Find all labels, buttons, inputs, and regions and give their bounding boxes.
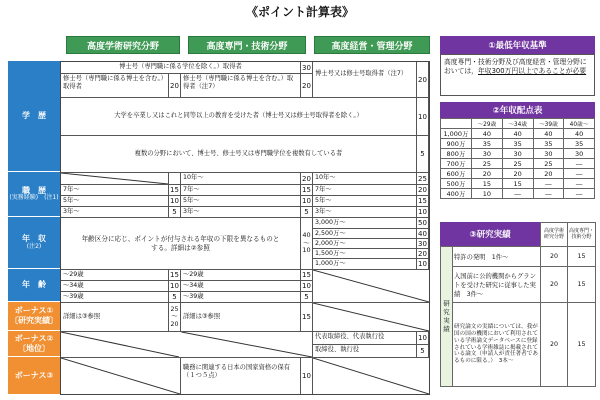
age-b-row: ～34歳 — [181, 281, 301, 292]
research-item: 特許の発明 1件～ — [453, 247, 541, 267]
age-a-row: ～29歳 — [61, 270, 169, 281]
bonus-a-text — [61, 303, 169, 332]
research-head-row — [441, 223, 596, 247]
work-c-points: 10 — [417, 207, 429, 218]
bonus-a-pts-mid: ～ — [171, 313, 178, 321]
income-pt: 15 — [472, 179, 503, 189]
research-table — [440, 222, 595, 387]
income-table-age: 40歳～ — [564, 119, 595, 129]
edu-hakushi: 博士号（専門職に係る学位を除く。）取得者 — [61, 62, 301, 74]
income-c-points: 40 — [417, 229, 429, 239]
income-c-row: 3,000万～ — [313, 218, 417, 229]
income-pt: 25 — [533, 159, 564, 169]
work-b-row: 10年～ — [181, 173, 301, 185]
bonus-shikaku-points: 10 — [301, 358, 313, 394]
edu-shushi-c-points: 20 — [417, 62, 429, 98]
income-c-points: 10 — [417, 259, 429, 270]
side-income-note: (注2) — [26, 242, 42, 250]
table-row — [441, 129, 595, 139]
side-bonus2-sub: 〔地位〕 — [18, 343, 50, 353]
side-work — [8, 172, 60, 217]
income-c-points: 30 — [417, 239, 429, 249]
side-bonus1-label: ボーナス① — [14, 306, 54, 316]
income-amount: 900万 — [441, 139, 472, 149]
work-a-points: 10 — [169, 196, 181, 207]
research-header: ③研究実績 — [440, 222, 540, 246]
work-a-na — [61, 173, 169, 185]
income-pt: 10 — [472, 189, 503, 199]
age-a-points: 5 — [169, 292, 181, 303]
income-table-age: ～39歳 — [533, 119, 564, 129]
edu-fukusu — [61, 136, 417, 173]
points-table — [60, 61, 430, 395]
income-pts-mid: ～ — [303, 238, 310, 247]
table-row — [441, 169, 595, 179]
income-pt: ― — [564, 179, 595, 189]
age-b-points: 15 — [301, 270, 313, 281]
side-bonus1-sub: 〔研究実績〕 — [10, 316, 58, 325]
research-pt: 20 — [541, 247, 568, 267]
side-bonus3-label: ボーナス③ — [14, 370, 54, 380]
work-a-row: 3年～ — [61, 207, 169, 218]
minimum-income-header: ①最低年収基準 — [440, 36, 595, 54]
edu-shushi-b: 修士号（専門職に係る博士を含む。）取得者（注7） — [181, 74, 301, 98]
research-side-label: 研究実績 — [441, 247, 453, 387]
income-c-points: 20 — [417, 249, 429, 259]
bonus-c-pos1-points: 10 — [417, 332, 429, 345]
income-pt: 35 — [472, 139, 503, 149]
bonus3-a-na — [61, 358, 181, 394]
bonus-a-pts-bot: 20 — [170, 320, 179, 328]
income-pt: 30 — [502, 149, 533, 159]
table-row — [441, 267, 596, 303]
age-a-points: 15 — [169, 270, 181, 281]
research-pt: 15 — [568, 247, 596, 267]
income-points-range — [301, 218, 313, 270]
income-pt: 35 — [502, 139, 533, 149]
income-pt: 20 — [502, 169, 533, 179]
income-pt: 30 — [564, 149, 595, 159]
age-b-points: 10 — [301, 281, 313, 292]
bonus-c-pos1: 代表取締役、代表執行役 — [313, 332, 417, 345]
bonus-b-label: 詳細は③参照 — [183, 312, 221, 320]
income-pt: 20 — [533, 169, 564, 179]
table-row — [441, 139, 595, 149]
income-pt: 40 — [472, 129, 503, 139]
bonus-c-na — [313, 303, 429, 332]
work-c-row: 10年～ — [313, 173, 417, 185]
income-note — [61, 218, 301, 270]
income-amount: 400万 — [441, 189, 472, 199]
minimum-income-text: 高度専門・技術分野及び高度経営・管理分野においては， — [444, 58, 587, 76]
income-pts-top: 40 — [302, 230, 311, 239]
side-work-note: (実務経験) (注1) — [9, 194, 59, 202]
bonus-c-pos2: 取締役、執行役 — [313, 345, 417, 358]
work-a-na-pt — [169, 173, 181, 185]
age-a-points: 10 — [169, 281, 181, 292]
income-amount: 1,000万 — [441, 129, 472, 139]
work-b-row: 7年～ — [181, 185, 301, 196]
bonus3-c-na — [313, 358, 429, 394]
age-b-row: ～39歳 — [181, 292, 301, 303]
age-a-row: ～34歳 — [61, 281, 169, 292]
edu-fukusu-text: 複数の分野において、博士号、修士号又は専門職学位を複数有している者 — [134, 149, 343, 157]
income-pt: ― — [564, 159, 595, 169]
side-bonus2-label: ボーナス② — [14, 333, 54, 343]
side-bonus3 — [8, 357, 60, 395]
income-pt: 15 — [502, 179, 533, 189]
income-pt: ― — [564, 189, 595, 199]
income-table-head — [441, 119, 595, 129]
income-pt: 40 — [564, 129, 595, 139]
research-pt: 15 — [568, 267, 596, 303]
bonus-b-text — [181, 303, 301, 332]
minimum-income-box — [440, 54, 595, 96]
table-row — [441, 303, 596, 387]
income-pt: ― — [564, 169, 595, 179]
edu-shushi-a-points: 20 — [169, 74, 181, 98]
edu-daigaku-points: 10 — [417, 98, 429, 136]
income-pt: 40 — [502, 129, 533, 139]
income-table-corner — [441, 119, 472, 129]
income-c-row: 2,500万～ — [313, 229, 417, 239]
research-item: 研究論文の実績については、我が国の国の機関において利用されている学術論文データベースに登録されている学術雑誌に掲載されている論文（申請人が責任著者であるものに限る。） 3本～ — [453, 303, 541, 387]
age-b-row: ～29歳 — [181, 270, 301, 281]
side-education-label: 学 歴 — [22, 111, 46, 121]
category-technical: 高度専門・技術分野 — [188, 36, 306, 54]
side-age-label: 年 齢 — [22, 280, 46, 290]
edu-daigaku-text: 大学を卒業し又はこれと同等以上の教育を受けた者（博士号又は修士号取得者を除く。） — [114, 112, 363, 120]
income-pts-bot: 10 — [302, 246, 311, 255]
bonus-a-pts-top: 25 — [170, 306, 179, 314]
side-education — [8, 61, 60, 172]
table-row — [441, 189, 595, 199]
work-c-row: 7年～ — [313, 185, 417, 196]
research-item: 入国前に公的機関からグラントを受けた研究に従事した実績 3件～ — [453, 267, 541, 303]
income-pt: 35 — [564, 139, 595, 149]
income-pt: 30 — [533, 149, 564, 159]
income-table — [440, 118, 595, 199]
bonus-a-points — [169, 303, 181, 332]
edu-shushi-b-points: 20 — [301, 74, 313, 98]
income-table-age: ～34歳 — [502, 119, 533, 129]
research-col-technical: 高度専門・技術分野 — [568, 223, 596, 247]
table-row — [441, 247, 596, 267]
work-c-points: 20 — [417, 185, 429, 196]
side-bonus1 — [8, 302, 60, 331]
side-income — [8, 217, 60, 269]
bonus-a-label: 詳細は③参照 — [63, 312, 101, 320]
page-title: 《ポイント計算表》 — [245, 5, 354, 19]
income-pt: 35 — [533, 139, 564, 149]
work-b-points: 20 — [301, 173, 313, 185]
table-row — [441, 179, 595, 189]
income-amount: 500万 — [441, 179, 472, 189]
edu-daigaku — [61, 98, 417, 136]
income-pt: ― — [533, 179, 564, 189]
work-c-points: 15 — [417, 196, 429, 207]
income-pt: 25 — [472, 159, 503, 169]
side-income-label: 年 収 — [22, 234, 46, 244]
income-pt: 20 — [472, 169, 503, 179]
income-table-header: ②年収配点表 — [440, 102, 595, 118]
income-pt: 25 — [502, 159, 533, 169]
edu-shushi-a: 修士号（専門職に係る博士を含む。）取得者 — [61, 74, 169, 98]
research-pt: 20 — [541, 303, 568, 387]
work-c-row: 3年～ — [313, 207, 417, 218]
age-a-row: ～39歳 — [61, 292, 169, 303]
research-head-spacer — [441, 223, 541, 247]
research-col-academic: 高度学術研究分野 — [541, 223, 568, 247]
minimum-income-underlined: 年収300万円以上であることが必要 — [477, 67, 587, 76]
work-b-points: 5 — [301, 207, 313, 218]
research-pt: 15 — [568, 303, 596, 387]
work-a-row: 5年～ — [61, 196, 169, 207]
income-pt: 30 — [472, 149, 503, 159]
edu-hakushi-points: 30 — [301, 62, 313, 74]
income-pt: ― — [502, 189, 533, 199]
income-pt: ― — [533, 189, 564, 199]
work-a-row: 7年～ — [61, 185, 169, 196]
work-a-points: 15 — [169, 185, 181, 196]
side-work-label: 職 歴 — [22, 185, 46, 195]
bonus-c-pos2-points: 5 — [417, 345, 429, 358]
work-b-points: 10 — [301, 196, 313, 207]
work-a-points: 5 — [169, 207, 181, 218]
income-table-age: ～29歳 — [472, 119, 503, 129]
age-c-na — [313, 270, 429, 303]
table-row — [441, 159, 595, 169]
work-c-points: 25 — [417, 173, 429, 185]
category-academic: 高度学術研究分野 — [66, 36, 180, 54]
work-b-row: 3年～ — [181, 207, 301, 218]
work-b-points: 15 — [301, 185, 313, 196]
age-b-points: 5 — [301, 292, 313, 303]
income-note-text: 年齢区分に応じ、ポイントが付与される年収の下限を異なるものとする。詳細は②参照 — [81, 234, 280, 252]
income-c-points: 50 — [417, 218, 429, 229]
income-c-row: 1,500万～ — [313, 249, 417, 259]
side-bonus2 — [8, 331, 60, 357]
bonus2-ab-na — [61, 332, 313, 358]
income-amount: 600万 — [441, 169, 472, 179]
income-pt: 40 — [533, 129, 564, 139]
income-amount: 700万 — [441, 159, 472, 169]
work-b-row: 5年～ — [181, 196, 301, 207]
income-amount: 800万 — [441, 149, 472, 159]
bonus-shikaku: 職務に関連する日本の国家資格の保有（１つ５点） — [181, 358, 301, 394]
edu-fukusu-points: 5 — [417, 136, 429, 173]
bonus-b-points: 15 — [301, 303, 313, 332]
income-c-row: 2,000万～ — [313, 239, 417, 249]
edu-shushi-c: 博士号又は修士号取得者（注7） — [313, 62, 417, 98]
table-row — [441, 149, 595, 159]
side-age — [8, 269, 60, 302]
work-c-row: 5年～ — [313, 196, 417, 207]
category-management: 高度経営・管理分野 — [314, 36, 430, 54]
income-c-row: 1,000万～ — [313, 259, 417, 270]
research-pt: 20 — [541, 267, 568, 303]
